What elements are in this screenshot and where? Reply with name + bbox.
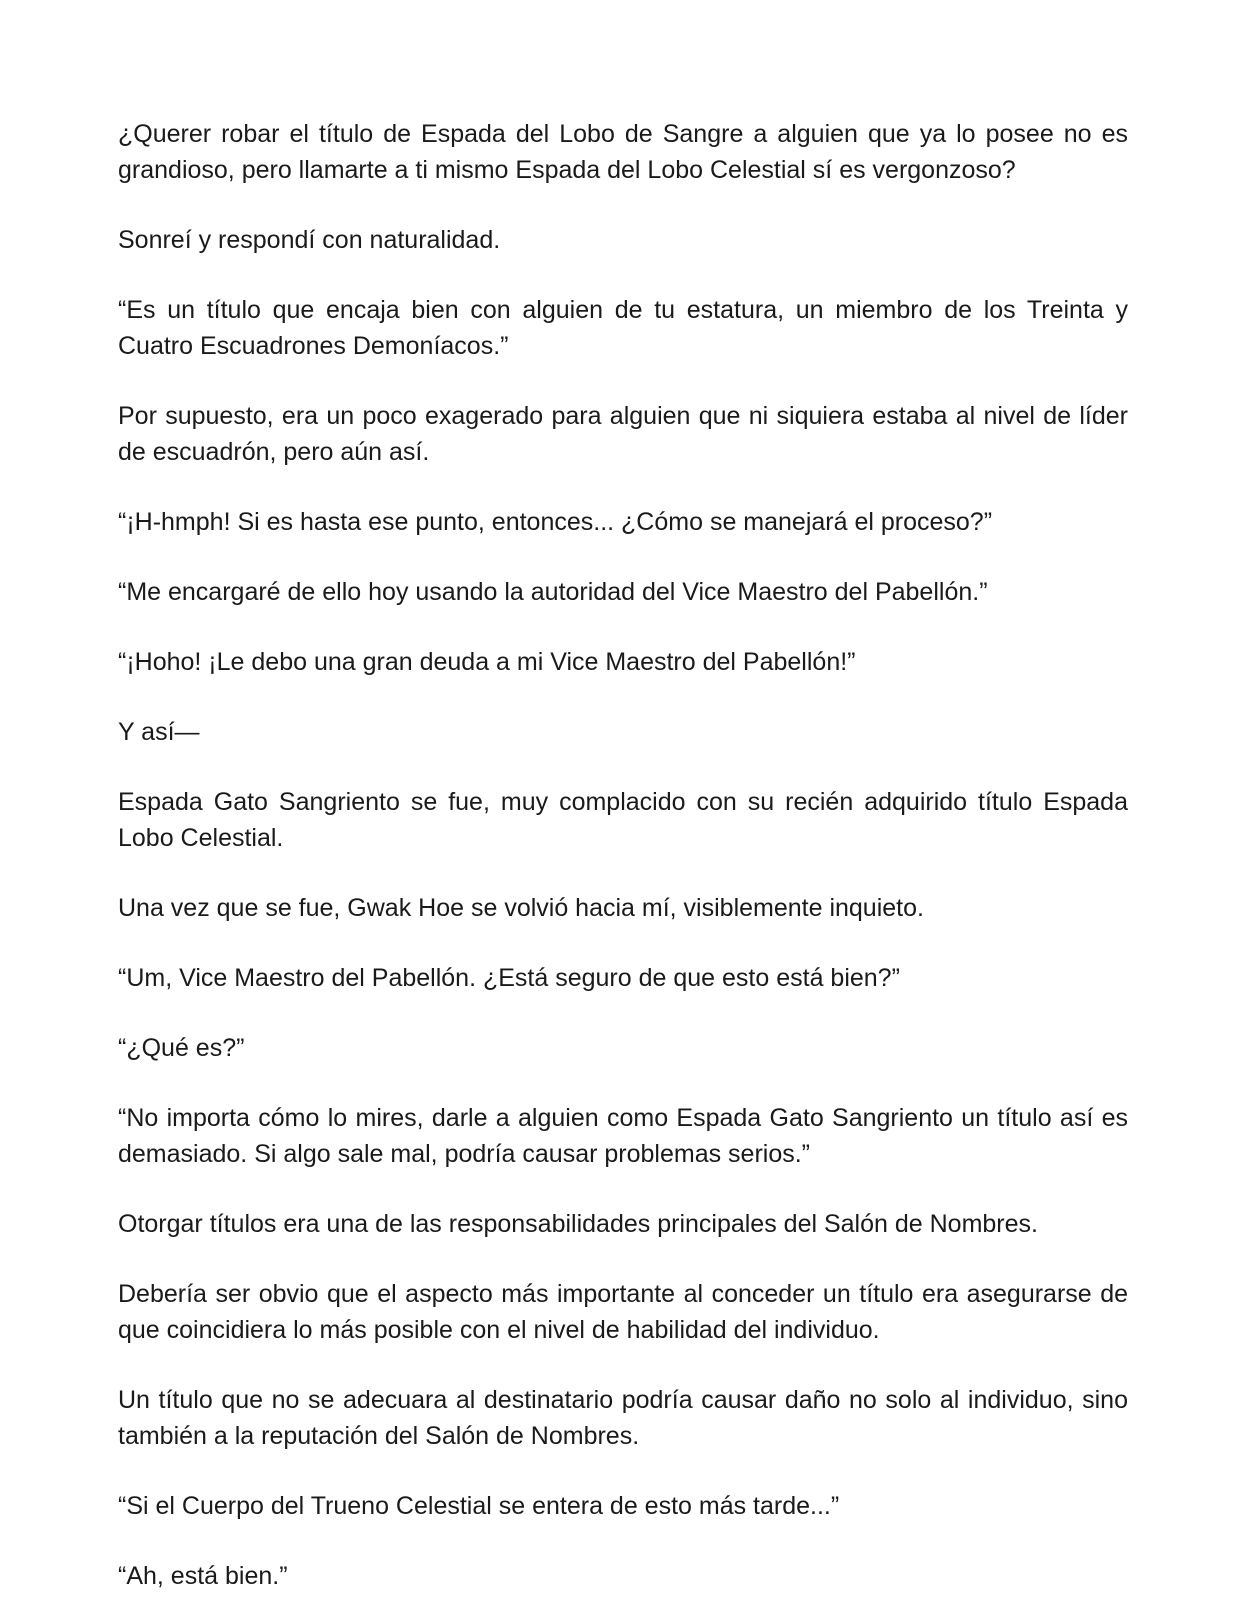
paragraph: “Ah, está bien.”	[118, 1562, 288, 1590]
paragraph: Un título que no se adecuara al destinatario podría causar daño no solo al individuo, sino también a la reputación del Salón de Nombres.	[118, 1386, 1128, 1450]
paragraph: Espada Gato Sangriento se fue, muy complacido con su recién adquirido título Espada Lobo Celestial.	[118, 788, 1128, 852]
document-page	[118, 116, 1128, 1594]
paragraph: ¿Querer robar el título de Espada del Lobo de Sangre a alguien que ya lo posee no es grandioso, pero llamarte a ti mismo Espada del Lobo Celestial sí es vergonzoso?	[118, 120, 1128, 184]
paragraph: Por supuesto, era un poco exagerado para alguien que ni siquiera estaba al nivel de líder de escuadrón, pero aún así.	[118, 402, 1128, 466]
paragraph: Otorgar títulos era una de las responsabilidades principales del Salón de Nombres.	[118, 1210, 1038, 1238]
paragraph: Una vez que se fue, Gwak Hoe se volvió hacia mí, visiblemente inquieto.	[118, 894, 924, 922]
paragraph: “Um, Vice Maestro del Pabellón. ¿Está seguro de que esto está bien?”	[118, 964, 900, 992]
paragraph: “¡H-hmph! Si es hasta ese punto, entonces... ¿Cómo se manejará el proceso?”	[118, 508, 993, 536]
paragraph: “¿Qué es?”	[118, 1034, 245, 1062]
paragraph: “Si el Cuerpo del Trueno Celestial se entera de esto más tarde...”	[118, 1492, 840, 1520]
paragraph: “Es un título que encaja bien con alguien de tu estatura, un miembro de los Treinta y Cuatro Escuadrones Demoníacos.”	[118, 296, 1128, 360]
paragraph: “¡Hoho! ¡Le debo una gran deuda a mi Vice Maestro del Pabellón!”	[118, 648, 856, 676]
paragraph: Sonreí y respondí con naturalidad.	[118, 226, 501, 254]
paragraph: Y así—	[118, 718, 200, 746]
paragraph: Debería ser obvio que el aspecto más importante al conceder un título era asegurarse de que coincidiera lo más posible con el nivel de habilidad del individuo.	[118, 1280, 1128, 1344]
paragraph: “Me encargaré de ello hoy usando la autoridad del Vice Maestro del Pabellón.”	[118, 578, 988, 606]
paragraph: “No importa cómo lo mires, darle a alguien como Espada Gato Sangriento un título así es demasiado. Si algo sale mal, podría causar problemas serios.”	[118, 1104, 1128, 1168]
